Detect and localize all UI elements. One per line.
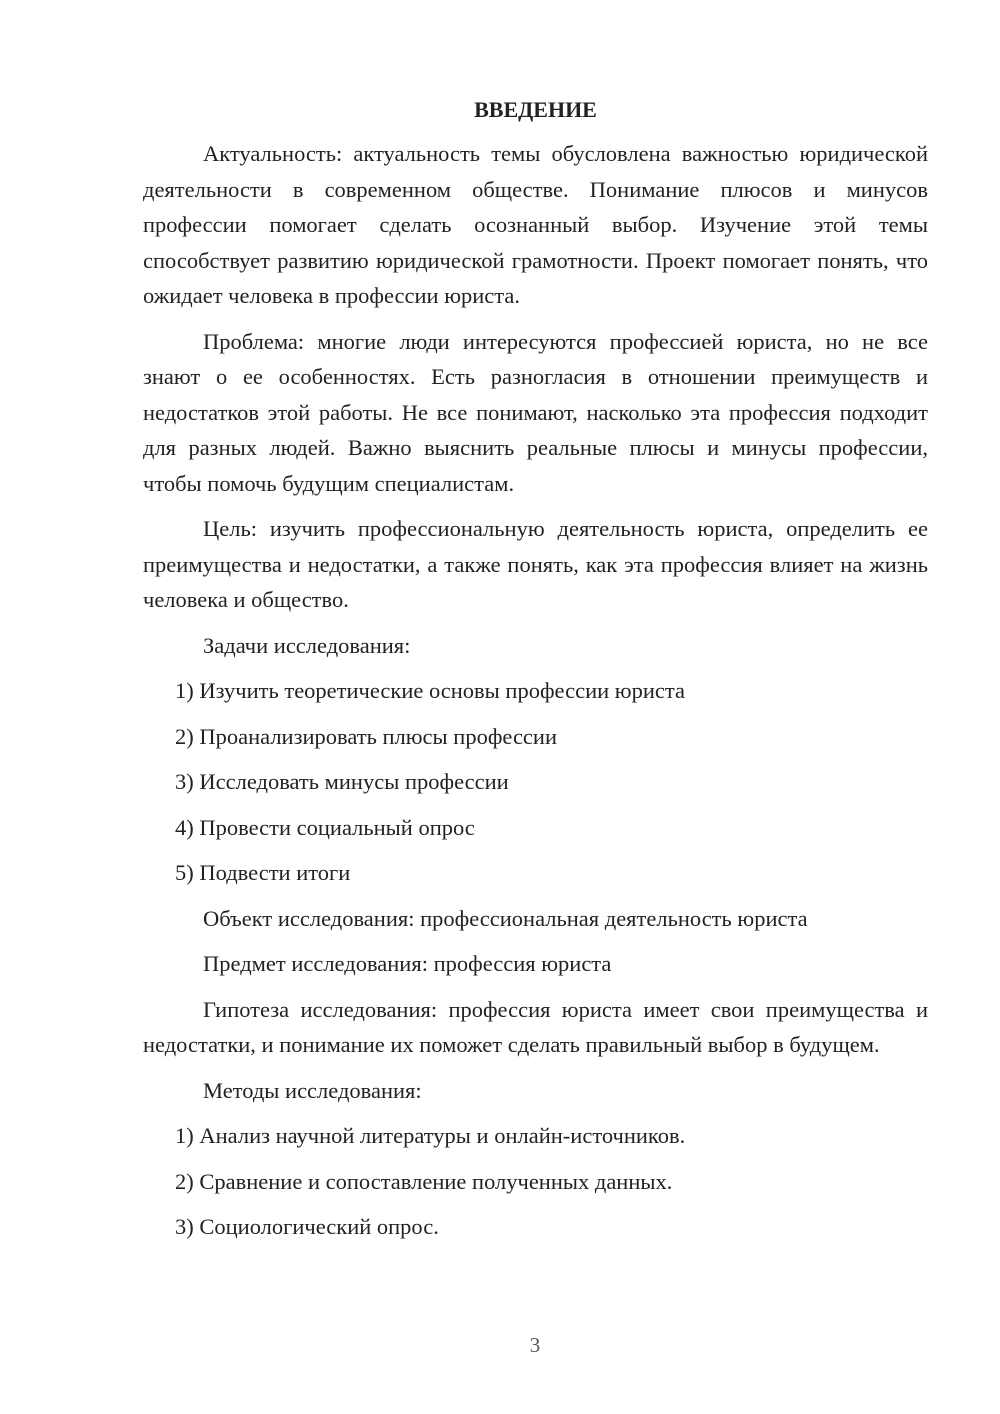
goal-paragraph: Цель: изучить профессиональную деятельность юриста, определить ее преимущества и недостатки, а также понять, как эта профессия влияет на жизнь человека и общество. <box>143 516 928 612</box>
task-item: 5) Подвести итоги <box>175 860 351 885</box>
task-item: 4) Провести социальный опрос <box>175 814 475 840</box>
task-item: 3) Исследовать минусы профессии <box>175 769 509 794</box>
method-item: 1) Анализ научной литературы и онлайн-источников. <box>175 1123 686 1148</box>
method-item: 2) Сравнение и сопоставление полученных данных. <box>175 1168 673 1194</box>
task-item: 1) Изучить теоретические основы профессии юриста <box>175 678 685 703</box>
research-object: Объект исследования: профессиональная деятельность юриста <box>203 905 808 931</box>
tasks-heading: Задачи исследования: <box>203 632 411 658</box>
section-title: ВВЕДЕНИЕ <box>474 97 597 122</box>
relevance-paragraph: Актуальность: актуальность темы обусловлена важностью юридической деятельности в современном обществе. Понимание плюсов и минусов профессии помогает сделать осознанный выбор. Изучение этой темы способствует развитию юридической грамотности. Проект помогает понять, что ожидает человека в профессии юриста. <box>143 141 928 308</box>
problem-paragraph: Проблема: многие люди интересуются профессией юриста, но не все знают о ее особенностях. Есть разногласия в отношении преимуществ и недостатков этой работы. Не все понимают, насколько эта профессия подходит для разных людей. Важно выяснить реальные плюсы и минусы профессии, чтобы помочь будущим специалистам. <box>143 328 928 496</box>
hypothesis-paragraph: Гипотеза исследования: профессия юриста имеет свои преимущества и недостатки, и понимание их поможет сделать правильный выбор в будущем. <box>143 996 928 1057</box>
page-number: 3 <box>529 1333 541 1357</box>
research-subject: Предмет исследования: профессия юриста <box>203 951 612 976</box>
method-item: 3) Социологический опрос. <box>175 1214 439 1239</box>
methods-heading: Методы исследования: <box>203 1077 422 1103</box>
task-item: 2) Проанализировать плюсы профессии <box>175 723 558 749</box>
document-body <box>143 96 928 1255</box>
